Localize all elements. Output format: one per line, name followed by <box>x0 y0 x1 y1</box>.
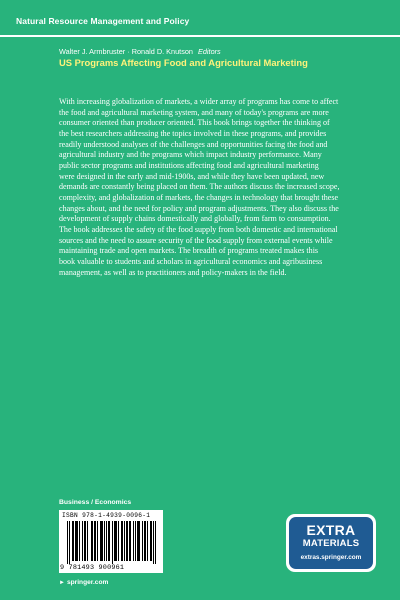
barcode-bar <box>94 521 95 561</box>
barcode-bar <box>153 521 154 564</box>
arrow-icon: ► <box>59 580 65 586</box>
barcode-bar <box>122 521 123 561</box>
barcode-bar <box>109 521 110 561</box>
barcode-bar <box>127 521 128 561</box>
barcode-bar <box>75 521 76 561</box>
extra-badge-url: extras.springer.com <box>300 554 362 561</box>
barcode-bar <box>85 521 86 561</box>
editor-names: Walter J. Armbruster · Ronald D. Knutson <box>59 47 193 56</box>
barcode-bar <box>155 521 156 564</box>
blurb-line: With increasing globalization of markets, a wider array of programs has come to affect <box>59 97 339 106</box>
barcode-bar <box>72 521 73 561</box>
barcode-bar <box>76 521 77 561</box>
barcode-bar <box>69 521 70 564</box>
barcode-bar <box>145 521 146 561</box>
barcode-bar <box>97 521 98 561</box>
barcode-bar <box>100 521 101 561</box>
barcode-bar <box>130 521 131 561</box>
barcode-bar <box>92 521 93 561</box>
publisher-url: springer.com <box>66 579 109 586</box>
barcode-bar <box>118 521 119 561</box>
extra-badge-panel <box>289 517 373 569</box>
description-text <box>59 97 379 278</box>
blurb-line: sources and the need to assure security of the food supply from external events while <box>59 235 333 245</box>
barcode-bar <box>87 521 88 561</box>
book-title: US Programs Affecting Food and Agricultural Marketing <box>59 57 308 68</box>
barcode-bar <box>116 521 117 561</box>
barcode-bar <box>102 521 103 561</box>
publisher-link[interactable] <box>59 579 108 586</box>
barcode-bar <box>137 521 138 561</box>
blurb-line: the food and agricultural marketing system, and many of today's programs are more <box>59 107 329 117</box>
editors-role: Editors <box>198 47 221 56</box>
barcode-bar <box>95 521 96 561</box>
extra-materials-badge[interactable] <box>286 514 376 572</box>
blurb-line: changes about, and the need for policy and program adjustments. They also discuss the <box>59 203 339 213</box>
blurb-line: public sector programs and institutions affecting food and agricultural marketing <box>59 160 319 170</box>
blurb-line: development of supply chains domestically and globally, from farm to consumption. <box>59 214 331 224</box>
barcode-bar <box>115 521 116 561</box>
divider-rule <box>0 35 400 37</box>
blurb-line: were designed in the early and mid-1900s, and while they have been updated, new <box>59 171 325 181</box>
barcode-bar <box>114 521 115 561</box>
blurb-line: book valuable to students and scholars in agricultural economics and agribusiness <box>59 256 323 266</box>
barcode-bar <box>138 521 139 561</box>
barcode-bar <box>151 521 152 561</box>
barcode-bar <box>135 521 136 561</box>
isbn-label: ISBN 978-1-4939-0096-1 <box>62 512 151 519</box>
barcode-bar <box>150 521 151 561</box>
extra-badge-title: EXTRA <box>306 522 356 538</box>
barcode-bar <box>101 521 102 561</box>
barcode-bar <box>144 521 145 561</box>
blurb-line: demands are constantly being placed on them. The authors discuss the increased scope, <box>59 182 340 192</box>
barcode-bar <box>142 521 143 561</box>
barcode-bars <box>67 521 159 564</box>
blurb-line: readily understood analyses of the challenges and opportunities facing the food and <box>59 139 328 149</box>
barcode-box <box>59 510 163 573</box>
barcode-bar <box>79 521 80 561</box>
blurb-line: The book addresses the safety of the food supply from both domestic and international <box>59 224 338 234</box>
barcode-bar <box>129 521 130 561</box>
blurb-line: consumer oriented than producer oriented. This book brings together the thinking of <box>59 118 330 128</box>
barcode-bar <box>147 521 148 561</box>
extra-badge-subtitle: MATERIALS <box>302 538 360 549</box>
barcode-bar <box>133 521 134 561</box>
subject-category: Business / Economics <box>59 499 132 506</box>
barcode-bar <box>84 521 85 561</box>
blurb-line: complexity, and globalization of markets, the changes in technology that brought these <box>59 192 339 202</box>
barcode-digits: 9 781493 900961 <box>60 564 125 572</box>
barcode-bar <box>104 521 105 561</box>
editors-line <box>59 47 221 56</box>
blurb-line: maintaining trade and open markets. The breadth of programs treated makes this <box>59 246 319 256</box>
barcode-bar <box>77 521 78 561</box>
barcode-bar <box>91 521 92 561</box>
barcode-bar <box>126 521 127 561</box>
barcode-bar <box>139 521 140 561</box>
barcode-bar <box>106 521 107 561</box>
barcode-bar <box>73 521 74 561</box>
barcode-bar <box>67 521 68 564</box>
barcode-bar <box>112 521 113 564</box>
barcode-bar <box>121 521 122 561</box>
series-name: Natural Resource Management and Policy <box>16 16 190 26</box>
barcode-bar <box>124 521 125 561</box>
blurb-line: agricultural industry and the programs which impact industry performance. Many <box>59 150 322 160</box>
barcode-bar <box>82 521 83 561</box>
blurb-line: management, as well as to practitioners and policy-makers in the field. <box>59 267 287 277</box>
barcode-bar <box>108 521 109 561</box>
blurb-line: the best researchers addressing the topics involved in these programs, and provides <box>59 128 327 138</box>
